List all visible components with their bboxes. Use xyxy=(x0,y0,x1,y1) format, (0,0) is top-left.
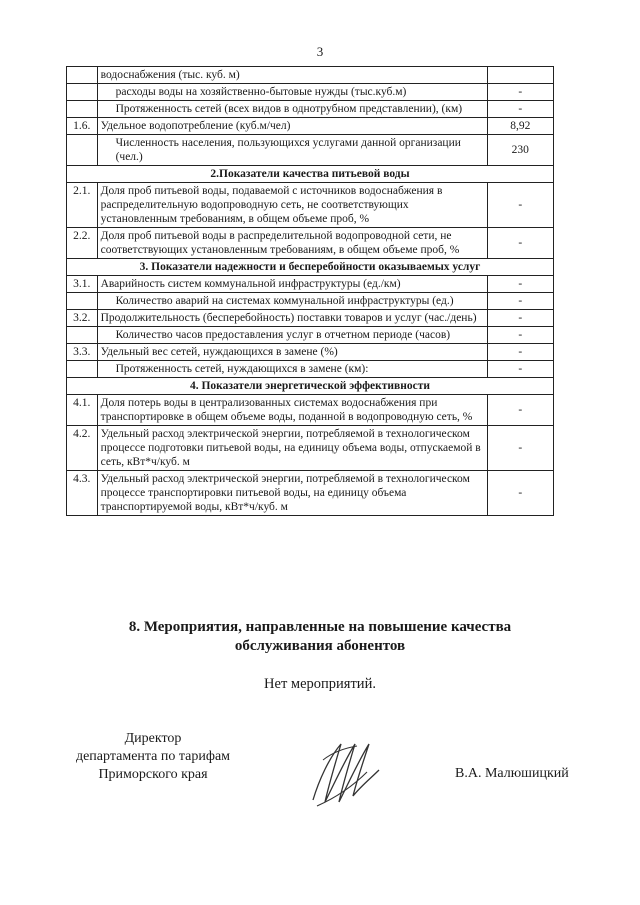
row-number xyxy=(67,361,98,378)
row-value: - xyxy=(487,471,554,516)
table-row xyxy=(67,327,554,344)
row-description: расходы воды на хозяйственно-бытовые нужды (тыс.куб.м) xyxy=(97,84,487,101)
row-value: - xyxy=(487,361,554,378)
section-8-heading xyxy=(0,618,640,656)
table-row xyxy=(67,293,554,310)
row-number: 3.3. xyxy=(67,344,98,361)
table-row xyxy=(67,276,554,293)
table-row xyxy=(67,118,554,135)
row-description: Продолжительность (бесперебойность) поставки товаров и услуг (час./день) xyxy=(97,310,487,327)
table-row xyxy=(67,84,554,101)
row-number: 3.2. xyxy=(67,310,98,327)
row-value: - xyxy=(487,183,554,228)
indicators-table xyxy=(66,66,554,516)
row-number: 4.3. xyxy=(67,471,98,516)
row-value: - xyxy=(487,426,554,471)
row-description: Количество часов предоставления услуг в отчетном периоде (часов) xyxy=(97,327,487,344)
row-number: 4.2. xyxy=(67,426,98,471)
table-row xyxy=(67,228,554,259)
row-description: водоснабжения (тыс. куб. м) xyxy=(97,67,487,84)
row-number xyxy=(67,67,98,84)
section-header-row xyxy=(67,259,554,276)
row-value: - xyxy=(487,84,554,101)
signer-name: В.А. Малюшицкий xyxy=(455,766,569,781)
row-value: - xyxy=(487,395,554,426)
section-header: 2.Показатели качества питьевой воды xyxy=(67,166,554,183)
director-line1: Директор xyxy=(124,731,182,746)
row-value: 8,92 xyxy=(487,118,554,135)
row-description: Доля потерь воды в централизованных системах водоснабжения при транспортировке в общем объеме воды, поданной в водопроводную сеть, % xyxy=(97,395,487,426)
row-value: - xyxy=(487,228,554,259)
section-header: 4. Показатели энергетической эффективности xyxy=(67,378,554,395)
table-row xyxy=(67,135,554,166)
row-number xyxy=(67,135,98,166)
row-description: Доля проб питьевой воды в распределительной водопроводной сети, не соответствующих установленным требованиям, в общем объеме проб, % xyxy=(97,228,487,259)
section-header-row xyxy=(67,378,554,395)
row-description: Протяженность сетей (всех видов в однотрубном представлении), (км) xyxy=(97,101,487,118)
row-value: - xyxy=(487,101,554,118)
page-number: 3 xyxy=(316,44,324,59)
table-row xyxy=(67,395,554,426)
table-row xyxy=(67,344,554,361)
row-description: Доля проб питьевой воды, подаваемой с источников водоснабжения в распределительную водопроводную сеть, не соответствующих установленным требованиям, в общем объеме проб, % xyxy=(97,183,487,228)
section-header-row xyxy=(67,166,554,183)
table-row xyxy=(67,67,554,84)
row-number: 1.6. xyxy=(67,118,98,135)
section-8-heading-line2: обслуживания абонентов xyxy=(234,638,406,654)
row-description: Аварийность систем коммунальной инфраструктуры (ед./км) xyxy=(97,276,487,293)
row-number xyxy=(67,101,98,118)
director-title xyxy=(58,730,248,784)
section-8-heading-line1: 8. Мероприятия, направленные на повышение качества xyxy=(128,619,512,635)
row-description: Удельный вес сетей, нуждающихся в замене (%) xyxy=(97,344,487,361)
table-row xyxy=(67,361,554,378)
section-header: 3. Показатели надежности и бесперебойности оказываемых услуг xyxy=(67,259,554,276)
row-number: 3.1. xyxy=(67,276,98,293)
table-row xyxy=(67,183,554,228)
row-description: Численность населения, пользующихся услугами данной организации (чел.) xyxy=(97,135,487,166)
director-line3: Приморского края xyxy=(98,767,208,782)
row-number: 2.1. xyxy=(67,183,98,228)
table-row xyxy=(67,471,554,516)
no-measures-text: Нет мероприятий. xyxy=(264,676,376,692)
row-value: - xyxy=(487,276,554,293)
signature-image xyxy=(305,730,385,810)
row-description: Протяженность сетей, нуждающихся в замене (км): xyxy=(97,361,487,378)
row-description: Удельный расход электрической энергии, потребляемой в технологическом процессе подготовки питьевой воды, на единицу объема воды, отпускаемой в сеть, кВт*ч/куб. м xyxy=(97,426,487,471)
row-value: - xyxy=(487,344,554,361)
row-value xyxy=(487,67,554,84)
table-row xyxy=(67,310,554,327)
row-description: Количество аварий на системах коммунальной инфраструктуры (ед.) xyxy=(97,293,487,310)
director-line2: департамента по тарифам xyxy=(75,749,231,764)
row-number xyxy=(67,293,98,310)
row-description: Удельное водопотребление (куб.м/чел) xyxy=(97,118,487,135)
row-description: Удельный расход электрической энергии, потребляемой в технологическом процессе транспортировки питьевой воды, на единицу объема транспортируемой воды, кВт*ч/куб. м xyxy=(97,471,487,516)
row-value: - xyxy=(487,310,554,327)
table-row xyxy=(67,101,554,118)
row-number xyxy=(67,327,98,344)
row-value: - xyxy=(487,293,554,310)
row-number: 4.1. xyxy=(67,395,98,426)
indicators-table-body xyxy=(67,67,554,516)
row-number xyxy=(67,84,98,101)
row-value: 230 xyxy=(487,135,554,166)
row-number: 2.2. xyxy=(67,228,98,259)
table-row xyxy=(67,426,554,471)
row-value: - xyxy=(487,327,554,344)
